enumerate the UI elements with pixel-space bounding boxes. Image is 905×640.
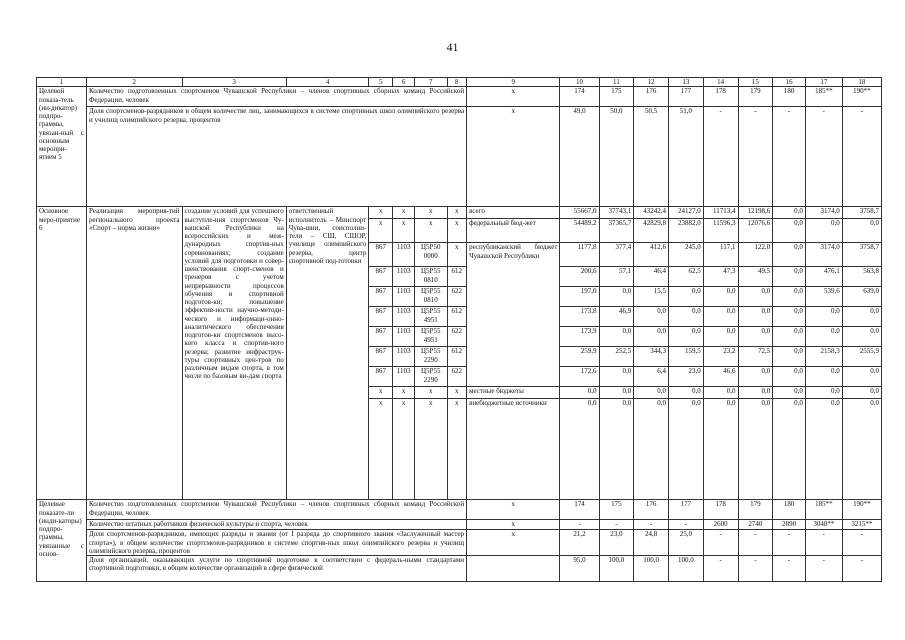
indicator-value: 2740 — [738, 520, 773, 530]
indicator-text: Количество штатных работников физической культуры и спорта, человек — [86, 520, 466, 530]
finance-value: 0,0 — [805, 387, 842, 399]
finance-value: 412,6 — [634, 243, 669, 267]
finance-value: 2158,3 — [805, 347, 842, 367]
finance-value: 1177,8 — [560, 243, 599, 267]
finance-value: 46,4 — [634, 267, 669, 287]
indicator-row — [37, 500, 882, 520]
indicator-value: 185** — [805, 500, 842, 520]
section-code: x — [393, 207, 415, 219]
indicator-value: 176 — [634, 500, 669, 520]
finance-value: 11596,3 — [703, 219, 738, 243]
grbs-code: 867 — [369, 287, 393, 307]
indicator-value: 190** — [842, 87, 881, 107]
indicator-value: - — [634, 520, 669, 530]
indicator-value: 180 — [773, 87, 806, 107]
finance-value: 47,3 — [703, 267, 738, 287]
finance-value: 377,4 — [599, 243, 634, 267]
indicator-source: x — [467, 530, 560, 556]
indicator-row — [37, 520, 882, 530]
finance-value: 55667,0 — [560, 207, 599, 219]
indicator-value: - — [703, 107, 738, 207]
finance-value: 12198,6 — [738, 207, 773, 219]
funding-source: внебюджетные источники — [467, 399, 560, 500]
indicator-row — [37, 107, 882, 207]
grbs-code: x — [369, 219, 393, 243]
finance-value: 0,0 — [773, 287, 806, 307]
indicator-value: 174 — [560, 500, 599, 520]
indicator-value: 49,0 — [560, 107, 599, 207]
finance-row — [37, 207, 882, 219]
finance-value: 0,0 — [842, 219, 881, 243]
finance-value: 0,0 — [773, 347, 806, 367]
finance-value: 0,0 — [805, 307, 842, 327]
indicator-value: - — [773, 530, 806, 556]
finance-value: 0,0 — [842, 367, 881, 387]
indicator-value: 51,0 — [669, 107, 704, 207]
grbs-code: 867 — [369, 327, 393, 347]
column-number: 6 — [393, 78, 415, 87]
column-number: 1 — [37, 78, 87, 87]
indicator-value: 95,0 — [560, 556, 599, 582]
grbs-code: 867 — [369, 347, 393, 367]
expense-type-code: x — [447, 243, 467, 267]
finance-value: 3174,0 — [805, 207, 842, 219]
indicator-source — [467, 556, 560, 582]
finance-value: 0,0 — [842, 387, 881, 399]
indicator-value: 100,0 — [634, 556, 669, 582]
finance-value: 173,9 — [560, 327, 599, 347]
indicator-value: - — [669, 520, 704, 530]
finance-value: 0,0 — [669, 387, 704, 399]
finance-value: 0,0 — [634, 307, 669, 327]
indicator-value: - — [805, 556, 842, 582]
target-article-code: Ц5Р55 0810 — [414, 267, 447, 287]
indicator-value: 100,0 — [599, 556, 634, 582]
indicator-value: - — [842, 530, 881, 556]
column-number: 17 — [805, 78, 842, 87]
finance-value: 259,9 — [560, 347, 599, 367]
column-number: 8 — [447, 78, 467, 87]
indicator-source: x — [467, 107, 560, 207]
finance-value: 172,6 — [560, 367, 599, 387]
target-article-code: x — [414, 207, 447, 219]
indicator-value: 180 — [773, 500, 806, 520]
expense-type-code: 622 — [447, 327, 467, 347]
section-code: 1103 — [393, 347, 415, 367]
header-row — [37, 78, 882, 87]
finance-value: 639,0 — [842, 287, 881, 307]
finance-value: 0,0 — [599, 399, 634, 500]
grbs-code: x — [369, 399, 393, 500]
finance-value: 252,5 — [599, 347, 634, 367]
finance-value: 539,6 — [805, 287, 842, 307]
finance-value: 3758,7 — [842, 243, 881, 267]
finance-value: 2555,9 — [842, 347, 881, 367]
indicator-value: - — [738, 107, 773, 207]
finance-value: 0,0 — [599, 367, 634, 387]
target-article-code: Ц5Р55 4951 — [414, 327, 447, 347]
indicator-value: - — [738, 530, 773, 556]
finance-value: 46,9 — [599, 307, 634, 327]
finance-value: 0,0 — [738, 327, 773, 347]
finance-value: 344,3 — [634, 347, 669, 367]
section-code: 1103 — [393, 267, 415, 287]
column-number: 2 — [86, 78, 182, 87]
grbs-code: x — [369, 207, 393, 219]
target-article-code: Ц5Р55 0810 — [414, 287, 447, 307]
section-code: 1103 — [393, 327, 415, 347]
indicator-row — [37, 87, 882, 107]
finance-value: 0,0 — [773, 243, 806, 267]
column-number: 3 — [182, 78, 286, 87]
target-article-code: x — [414, 219, 447, 243]
indicator-row — [37, 556, 882, 582]
indicator-value: 176 — [634, 87, 669, 107]
grbs-code: 867 — [369, 367, 393, 387]
indicator-label: Целевой показа-тель (ин-дикатор) подпро-граммы, увязан-ный с основным меропри-ятием 5 — [37, 87, 87, 207]
grbs-code: 867 — [369, 243, 393, 267]
indicator-value: 190** — [842, 500, 881, 520]
finance-value: 6,4 — [634, 367, 669, 387]
section-code: 1103 — [393, 287, 415, 307]
expense-type-code: 622 — [447, 287, 467, 307]
finance-value: 43242,4 — [634, 207, 669, 219]
indicator-value: - — [703, 556, 738, 582]
target-article-code: x — [414, 399, 447, 500]
indicator-source: x — [467, 87, 560, 107]
finance-value: 37743,1 — [599, 207, 634, 219]
finance-value: 0,0 — [599, 327, 634, 347]
finance-value: 37365,7 — [599, 219, 634, 243]
indicator-value: 178 — [703, 87, 738, 107]
column-number: 5 — [369, 78, 393, 87]
indicator-label: Целевые показате-ли (инди-каторы) подпро-граммы, увязанные с основ- — [37, 500, 87, 582]
indicator-value: 185** — [805, 87, 842, 107]
finance-value: 23,0 — [669, 367, 704, 387]
finance-value: 0,0 — [738, 287, 773, 307]
funding-source: республиканский бюджет Чувашской Республики — [467, 243, 560, 387]
finance-value: 0,0 — [738, 399, 773, 500]
finance-value: 23,2 — [703, 347, 738, 367]
funding-source: всего — [467, 207, 560, 219]
grbs-code: 867 — [369, 307, 393, 327]
finance-value: 0,0 — [703, 287, 738, 307]
finance-value: 0,0 — [773, 327, 806, 347]
finance-value: 0,0 — [805, 327, 842, 347]
indicator-text: Доля спортсменов-разрядников, имеющих разряды и звания (от I разряда до спортивного звания «Заслуженный мастер спорта»), в общем количестве спортсменов-разрядников в системе спортив-ных школ олимпийского резерва и училищ олимпийского резерва, процентов — [86, 530, 466, 556]
indicator-value: - — [805, 530, 842, 556]
finance-value: 57,1 — [599, 267, 634, 287]
indicator-source: x — [467, 500, 560, 520]
column-number: 13 — [669, 78, 704, 87]
finance-value: 11713,4 — [703, 207, 738, 219]
indicator-value: 177 — [669, 87, 704, 107]
column-number: 15 — [738, 78, 773, 87]
section-code: x — [393, 399, 415, 500]
expense-type-code: x — [447, 207, 467, 219]
indicator-text: Доля спортсменов-разрядников в общем количестве лиц, занимающихся в системе спортивных школ олимпийского резерва и училищ олимпийского резерва, процентов — [86, 107, 466, 207]
grbs-code: 867 — [369, 267, 393, 287]
finance-value: 159,5 — [669, 347, 704, 367]
finance-value: 0,0 — [669, 327, 704, 347]
finance-value: 0,0 — [703, 327, 738, 347]
indicator-text: Количество подготовленных спортсменов Чувашской Республики – членов спортивных сборных команд Российской Федерации, человек — [86, 500, 466, 520]
finance-value: 0,0 — [773, 267, 806, 287]
indicator-value: - — [560, 520, 599, 530]
finance-value: 245,0 — [669, 243, 704, 267]
indicator-text: Доля организаций, оказывающих услуги по спортивной подготовке в соответствии с федераль-ными стандартами спортивной подготовки, в общем количестве организаций в сфере физической — [86, 556, 466, 582]
indicator-value: 25,0 — [669, 530, 704, 556]
funding-source: федеральный бюд-жет — [467, 219, 560, 243]
finance-value: 0,0 — [773, 399, 806, 500]
indicator-value: 174 — [560, 87, 599, 107]
finance-value: 0,0 — [634, 399, 669, 500]
finance-value: 0,0 — [634, 387, 669, 399]
indicator-value: - — [703, 530, 738, 556]
column-number: 14 — [703, 78, 738, 87]
target-article-code: Ц5Р50 0000 — [414, 243, 447, 267]
event-label: Основное меро-приятие 6 — [37, 207, 87, 500]
finance-value: 0,0 — [703, 387, 738, 399]
finance-value: 42829,8 — [634, 219, 669, 243]
finance-value: 117,1 — [703, 243, 738, 267]
indicator-value: 50,0 — [599, 107, 634, 207]
finance-value: 0,0 — [842, 327, 881, 347]
finance-value: 0,0 — [805, 219, 842, 243]
finance-value: 0,0 — [669, 287, 704, 307]
indicator-row — [37, 530, 882, 556]
finance-value: 23882,0 — [669, 219, 704, 243]
finance-value: 0,0 — [599, 287, 634, 307]
finance-value: 24127,0 — [669, 207, 704, 219]
finance-value: 122,0 — [738, 243, 773, 267]
indicator-value: 178 — [703, 500, 738, 520]
indicator-value: - — [773, 107, 806, 207]
indicator-value: 21,2 — [560, 530, 599, 556]
finance-value: 0,0 — [599, 387, 634, 399]
indicator-value: - — [738, 556, 773, 582]
finance-value: 563,8 — [842, 267, 881, 287]
column-number: 7 — [414, 78, 447, 87]
finance-value: 476,1 — [805, 267, 842, 287]
finance-value: 0,0 — [805, 399, 842, 500]
expense-type-code: 612 — [447, 307, 467, 327]
expense-type-code: 622 — [447, 367, 467, 387]
indicator-value: - — [842, 107, 881, 207]
finance-value: 0,0 — [773, 207, 806, 219]
finance-value: 0,0 — [773, 307, 806, 327]
target-article-code: x — [414, 387, 447, 399]
column-number: 9 — [467, 78, 560, 87]
funding-source: местные бюджеты — [467, 387, 560, 399]
column-number: 4 — [286, 78, 369, 87]
indicator-value: 179 — [738, 500, 773, 520]
indicator-value: 175 — [599, 500, 634, 520]
column-number: 12 — [634, 78, 669, 87]
section-code: 1103 — [393, 307, 415, 327]
finance-value: 62,5 — [669, 267, 704, 287]
finance-value: 12076,6 — [738, 219, 773, 243]
finance-value: 0,0 — [703, 399, 738, 500]
indicator-value: 177 — [669, 500, 704, 520]
finance-value: 0,0 — [634, 327, 669, 347]
finance-value: 197,0 — [560, 287, 599, 307]
expense-type-code: x — [447, 387, 467, 399]
indicator-value: 24,8 — [634, 530, 669, 556]
finance-value: 0,0 — [805, 367, 842, 387]
finance-value: 49,5 — [738, 267, 773, 287]
finance-value: 0,0 — [842, 307, 881, 327]
indicator-value: 3215** — [842, 520, 881, 530]
indicator-value: 2890 — [773, 520, 806, 530]
finance-value: 46,6 — [703, 367, 738, 387]
finance-value: 0,0 — [560, 399, 599, 500]
indicator-value: 175 — [599, 87, 634, 107]
column-number: 11 — [599, 78, 634, 87]
finance-value: 72,5 — [738, 347, 773, 367]
indicator-value: 100,0 — [669, 556, 704, 582]
finance-value: 0,0 — [738, 387, 773, 399]
target-article-code: Ц5Р55 2290 — [414, 347, 447, 367]
finance-value: 0,0 — [738, 307, 773, 327]
finance-value: 0,0 — [560, 387, 599, 399]
event-goal: создание условий для успешного выступле-ния спортсменов Чу-вашской Республики на всероссийских и меж-дународных спортив-ных соревнованиях; создание условий для подготовки и совер-шенствования спорт-сменов и тренеров с учетом непрерывности процессов обучения и спортивной подготов-ки; повышение эффектив-ности научно-методи-ческого и информаци-онно-аналитического обеспечения подготов-ки спортсменов высо-кого класса и спортив-ного резерва; развитие инфраструк-туры спортивных цен-тров по различным видам спорта, в том числе по базовым ви-дам спорта — [182, 207, 286, 500]
target-article-code: Ц5Р55 2290 — [414, 367, 447, 387]
finance-value: 3174,0 — [805, 243, 842, 267]
indicator-value: 179 — [738, 87, 773, 107]
expense-type-code: x — [447, 399, 467, 500]
indicator-value: - — [773, 556, 806, 582]
finance-value: 0,0 — [669, 307, 704, 327]
indicator-value: 50,5 — [634, 107, 669, 207]
event-title: Реализация мероприя-тий регионального проекта «Спорт – норма жизни» — [86, 207, 182, 500]
finance-value: 173,8 — [560, 307, 599, 327]
page-number: 41 — [446, 40, 459, 54]
section-code: 1103 — [393, 243, 415, 267]
section-code: 1103 — [393, 367, 415, 387]
indicator-value: - — [805, 107, 842, 207]
expense-type-code: x — [447, 219, 467, 243]
finance-value: 0,0 — [842, 399, 881, 500]
indicator-value: - — [599, 520, 634, 530]
finance-value: 0,0 — [773, 367, 806, 387]
finance-value: 0,0 — [738, 367, 773, 387]
finance-value: 0,0 — [773, 219, 806, 243]
indicator-source: x — [467, 520, 560, 530]
indicator-value: 3048** — [805, 520, 842, 530]
finance-value: 54489,2 — [560, 219, 599, 243]
indicator-value: - — [842, 556, 881, 582]
program-table — [36, 77, 882, 582]
grbs-code: x — [369, 387, 393, 399]
indicator-value: 23,0 — [599, 530, 634, 556]
finance-value: 0,0 — [703, 307, 738, 327]
finance-value: 200,6 — [560, 267, 599, 287]
finance-value: 3758,7 — [842, 207, 881, 219]
column-number: 10 — [560, 78, 599, 87]
target-article-code: Ц5Р55 4951 — [414, 307, 447, 327]
expense-type-code: 612 — [447, 347, 467, 367]
column-number: 18 — [842, 78, 881, 87]
indicator-value: 2600 — [703, 520, 738, 530]
section-code: x — [393, 387, 415, 399]
finance-value: 0,0 — [669, 399, 704, 500]
section-code: x — [393, 219, 415, 243]
finance-value: 0,0 — [773, 387, 806, 399]
expense-type-code: 612 — [447, 267, 467, 287]
column-number: 16 — [773, 78, 806, 87]
event-responsible: ответственный исполнитель – Минспорт Чува-шии, соисполни-тели – СШ, СШОР, училище олимпийского резерва, центр спортивной под-готовки — [286, 207, 369, 500]
finance-value: 15,5 — [634, 287, 669, 307]
indicator-text: Количество подготовленных спортсменов Чувашской Республики – членов спортивных сборных команд Российской Федерации, человек — [86, 87, 466, 107]
